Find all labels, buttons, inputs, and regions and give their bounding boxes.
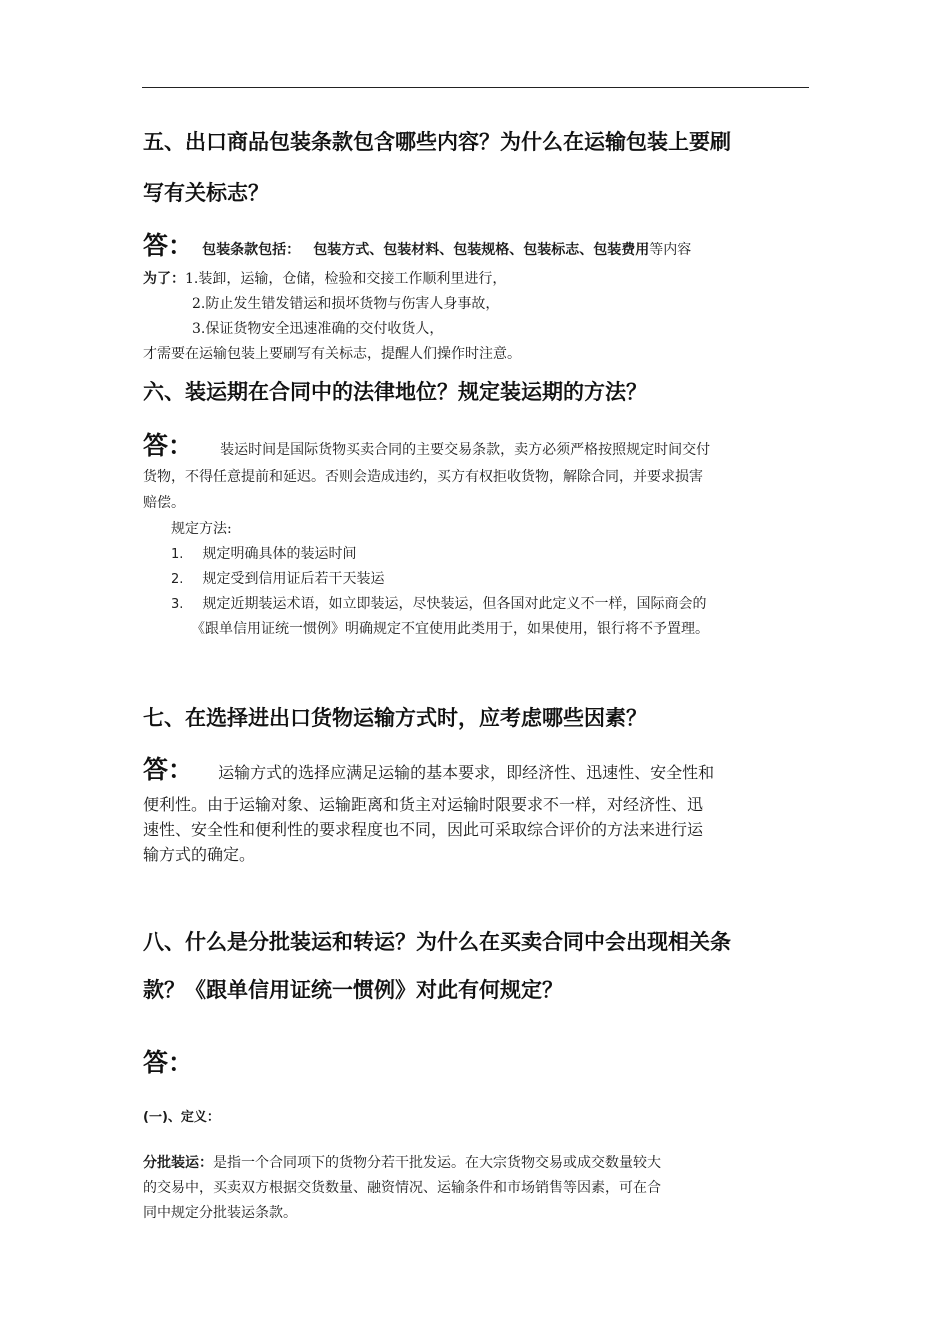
q5-answer-label: 答： xyxy=(143,231,194,260)
q6-method-2 xyxy=(171,568,385,588)
q6-method-3-text: 规定近期装运术语，如立即装运，尽快装运，但各国对此定义不一样，国际商会的 xyxy=(202,596,707,612)
q6-method-1 xyxy=(171,543,357,563)
q7-answer-line xyxy=(143,750,714,786)
q7-line3: 速性、安全性和便利性的要求程度也不同，因此可采取综合评价的方法来进行运 xyxy=(143,820,704,839)
q7-line4: 输方式的确定。 xyxy=(143,845,256,864)
q6-methods-label: 规定方法: xyxy=(171,521,232,537)
q6-method-3-num: 3. xyxy=(171,597,184,612)
q5-answer-line xyxy=(143,226,691,262)
q5-purpose-1: 1.装卸，运输，仓储，检验和交接工作顺利里进行， xyxy=(185,271,507,287)
q7-answer-label: 答： xyxy=(143,755,194,784)
q6-para-line2: 货物，不得任意提前和延迟。否则会造成违约，买方有权拒收货物，解除合同，并要求损害 xyxy=(143,469,703,485)
q5-packaging-tail: 等内容 xyxy=(649,242,692,258)
q6-answer-label: 答： xyxy=(143,431,194,460)
q5-conclusion: 才需要在运输包装上要刷写有关标志，提醒人们操作时注意。 xyxy=(143,346,521,362)
q7-line2: 便利性。由于运输对象、运输距离和货主对运输时限要求不一样，对经济性、迅 xyxy=(143,795,704,814)
q5-packaging-items: 包装方式、包装材料、包装规格、包装标志、包装费用 xyxy=(313,242,650,258)
q5-title-line1: 五、出口商品包装条款包含哪些内容？为什么在运输包装上要刷 xyxy=(143,130,731,154)
q5-purpose-2: 2.防止发生错发错运和损坏货物与伤害人身事故， xyxy=(192,296,500,312)
q6-method-2-text: 规定受到信用证后若干天装运 xyxy=(202,571,385,587)
q8-title-line1: 八、什么是分批装运和转运？为什么在买卖合同中会出现相关条 xyxy=(143,930,731,954)
q5-purpose-1-line xyxy=(143,268,506,288)
q8-def-line2: 的交易中，买卖双方根据交货数量、融资情况、运输条件和市场销售等因素，可在合 xyxy=(143,1180,661,1196)
q6-method-1-num: 1. xyxy=(171,547,184,562)
q5-packaging-intro: 包装条款包括： xyxy=(202,242,301,258)
q6-para-line1: 装运时间是国际货物买卖合同的主要交易条款，卖方必须严格按照规定时间交付 xyxy=(220,442,711,458)
q6-method-1-text: 规定明确具体的装运时间 xyxy=(202,546,357,562)
q8-title-line2: 款？《跟单信用证统一惯例》对此有何规定？ xyxy=(143,978,563,1002)
q5-title-line2: 写有关标志？ xyxy=(143,181,269,205)
q7-title: 七、在选择进出口货物运输方式时，应考虑哪些因素？ xyxy=(143,706,647,730)
q8-answer-label: 答： xyxy=(143,1048,194,1077)
q8-def-line1 xyxy=(143,1152,661,1172)
q8-def-line1-text: 是指一个合同项下的货物分若干批发运。在大宗货物交易或成交数量较大 xyxy=(213,1155,661,1171)
q6-method-3 xyxy=(171,593,707,613)
q8-term: 分批装运： xyxy=(143,1155,213,1171)
q8-section-label: (一)、定义： xyxy=(143,1110,220,1125)
header-rule xyxy=(142,87,809,88)
q6-answer-line xyxy=(143,426,710,462)
q6-title: 六、装运期在合同中的法律地位？规定装运期的方法？ xyxy=(143,380,647,404)
q5-purpose-label: 为了： xyxy=(143,271,185,287)
q8-def-line3: 同中规定分批装运条款。 xyxy=(143,1205,297,1221)
q6-para-line3: 赔偿。 xyxy=(143,495,185,511)
q5-purpose-3: 3.保证货物安全迅速准确的交付收货人， xyxy=(192,321,444,337)
q6-method-3-cont: 《跟单信用证统一惯例》明确规定不宜使用此类用于，如果使用，银行将不予置理。 xyxy=(191,621,709,637)
q6-method-2-num: 2. xyxy=(171,572,184,587)
q7-line1: 运输方式的选择应满足运输的基本要求，即经济性、迅速性、安全性和 xyxy=(218,763,715,782)
